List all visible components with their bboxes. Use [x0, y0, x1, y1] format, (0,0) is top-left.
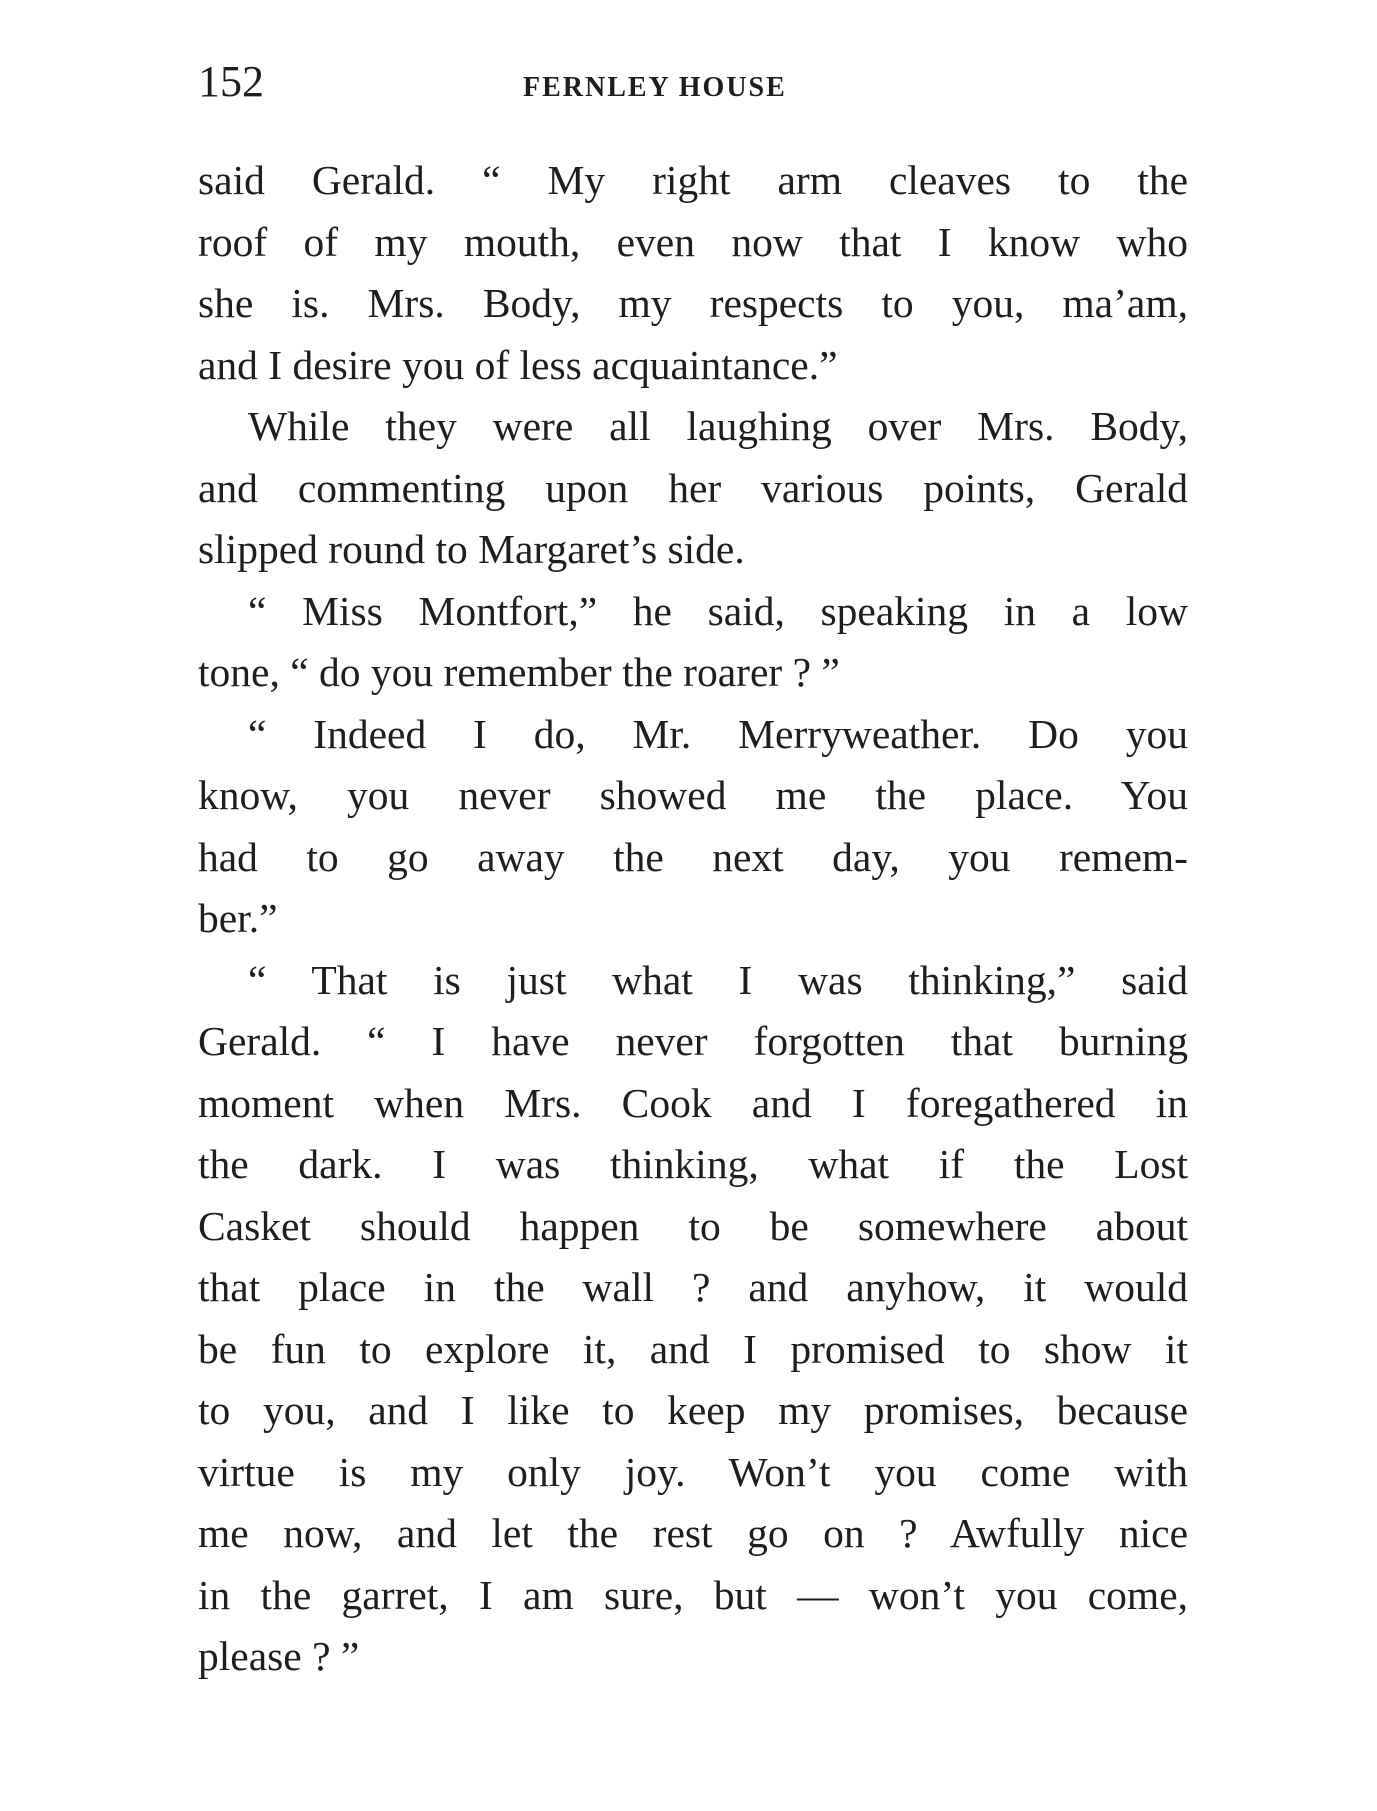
paragraph: [198, 396, 1188, 581]
text-line: that place in the wall ? and anyhow, it would: [198, 1264, 1188, 1310]
text-line: me now, and let the rest go on ? Awfully nice: [198, 1510, 1188, 1556]
text-line: the dark. I was thinking, what if the Lost: [198, 1141, 1188, 1187]
text-line: virtue is my only joy. Won’t you come with: [198, 1448, 1188, 1495]
text-line: tone, “ do you remember the roarer ? ”: [198, 649, 840, 695]
text-line: had to go away the next day, you remem-: [198, 833, 1188, 880]
text-line: she is. Mrs. Body, my respects to you, ma’am,: [198, 280, 1188, 326]
text-line: Gerald. “ I have never forgotten that burning: [198, 1018, 1188, 1064]
text-line: ber.”: [198, 895, 278, 941]
page-header: [198, 52, 1188, 112]
text-line: in the garret, I am sure, but — won’t you come,: [198, 1571, 1188, 1618]
body-text: [198, 150, 1188, 1688]
text-line: and commenting upon her various points, Gerald: [198, 464, 1188, 511]
paragraph: [198, 950, 1188, 1688]
paragraph: [198, 150, 1188, 396]
text-line: “ Miss Montfort,” he said, speaking in a low: [248, 587, 1188, 634]
text-line: moment when Mrs. Cook and I foregathered in: [198, 1079, 1188, 1126]
paragraph: [198, 581, 1188, 704]
paragraph: [198, 704, 1188, 950]
text-line: know, you never showed me the place. You: [198, 772, 1188, 818]
text-line: slipped round to Margaret’s side.: [198, 526, 745, 572]
text-line: be fun to explore it, and I promised to show it: [198, 1325, 1188, 1372]
text-line: said Gerald. “ My right arm cleaves to the: [198, 157, 1188, 203]
running-title: FERNLEY HOUSE: [523, 72, 787, 103]
page-number: 152: [198, 57, 264, 106]
text-line: “ Indeed I do, Mr. Merryweather. Do you: [248, 710, 1188, 757]
text-line: to you, and I like to keep my promises, because: [198, 1387, 1188, 1433]
text-line: “ That is just what I was thinking,” said: [248, 956, 1188, 1003]
text-line: please ? ”: [198, 1633, 360, 1679]
text-line: roof of my mouth, even now that I know who: [198, 218, 1188, 265]
text-line: and I desire you of less acquaintance.”: [198, 341, 838, 388]
text-line: Casket should happen to be somewhere about: [198, 1202, 1188, 1249]
text-line: While they were all laughing over Mrs. Body,: [248, 403, 1188, 449]
